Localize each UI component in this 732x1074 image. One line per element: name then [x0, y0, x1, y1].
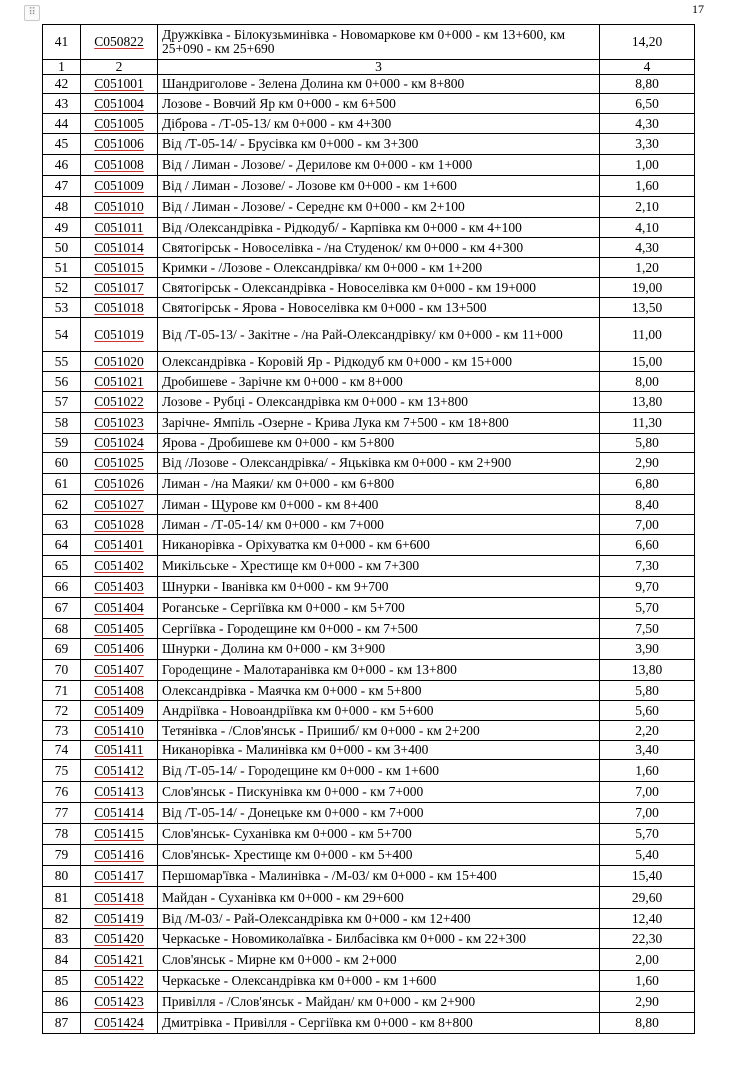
road-length: 22,30: [600, 929, 695, 949]
road-name: Слов'янськ- Хрестище км 0+000 - км 5+400: [158, 845, 600, 866]
road-name: Святогірськ - Новоселівка - /на Студенок/ км 0+000 - км 4+300: [158, 238, 600, 258]
column-number: 2: [81, 60, 158, 75]
road-name: Від /Т-05-13/ - Закітне - /на Рай-Олександрівку/ км 0+000 - км 11+000: [158, 318, 600, 352]
road-length: 1,60: [600, 176, 695, 197]
road-code: С051416: [81, 845, 158, 866]
row-number: 73: [43, 721, 81, 741]
row-number: 60: [43, 453, 81, 474]
road-name: Святогірськ - Олександрівка - Новоселівка км 0+000 - км 19+000: [158, 278, 600, 298]
road-code: С051408: [81, 681, 158, 701]
table-row: [43, 298, 695, 318]
table-row: [43, 197, 695, 218]
road-length: 1,00: [600, 155, 695, 176]
road-name: Від /Т-05-14/ - Городещине км 0+000 - км 1+600: [158, 760, 600, 782]
road-length: 6,60: [600, 535, 695, 556]
road-code: С051009: [81, 176, 158, 197]
row-number: 41: [43, 25, 81, 60]
table-row: [43, 824, 695, 845]
column-number: 4: [600, 60, 695, 75]
road-length: 2,90: [600, 992, 695, 1013]
column-number-row: [43, 60, 695, 75]
road-length: 7,50: [600, 619, 695, 639]
row-number: 85: [43, 971, 81, 992]
road-length: 8,80: [600, 1013, 695, 1034]
road-length: 4,30: [600, 114, 695, 134]
table-row: [43, 75, 695, 94]
road-length: 8,00: [600, 372, 695, 392]
table-row: [43, 434, 695, 453]
road-code: С051024: [81, 434, 158, 453]
road-name: Роганське - Сергіївка км 0+000 - км 5+700: [158, 598, 600, 619]
road-code: С051421: [81, 949, 158, 971]
road-code: С051415: [81, 824, 158, 845]
row-number: 79: [43, 845, 81, 866]
table-row: [43, 782, 695, 803]
table-row: [43, 556, 695, 577]
table-row: [43, 25, 695, 60]
road-length: 5,80: [600, 434, 695, 453]
road-code: С051008: [81, 155, 158, 176]
table-move-handle[interactable]: [24, 5, 40, 21]
row-number: 44: [43, 114, 81, 134]
row-number: 76: [43, 782, 81, 803]
road-name: Першомар'ївка - Малинівка - /М-03/ км 0+000 - км 15+400: [158, 866, 600, 887]
road-code: С051026: [81, 474, 158, 495]
road-name: Від / Лиман - Лозове/ - Лозове км 0+000 - км 1+600: [158, 176, 600, 197]
road-name: Кримки - /Лозове - Олександрівка/ км 0+000 - км 1+200: [158, 258, 600, 278]
column-number: 1: [43, 60, 81, 75]
road-name: Від /Т-05-14/ - Брусівка км 0+000 - км 3+300: [158, 134, 600, 155]
road-code: С051014: [81, 238, 158, 258]
table-row: [43, 278, 695, 298]
road-name: Від / Лиман - Лозове/ - Дерилове км 0+000 - км 1+000: [158, 155, 600, 176]
row-number: 70: [43, 660, 81, 681]
road-name: Олександрівка - Коровій Яр - Рідкодуб км 0+000 - км 15+000: [158, 352, 600, 372]
road-name: Никанорівка - Оріхуватка км 0+000 - км 6+600: [158, 535, 600, 556]
table-row: [43, 352, 695, 372]
road-length: 3,30: [600, 134, 695, 155]
road-name: Сергіївка - Городещине км 0+000 - км 7+500: [158, 619, 600, 639]
move-handle-icon: ⠿: [28, 7, 36, 18]
row-number: 87: [43, 1013, 81, 1034]
road-length: 5,80: [600, 681, 695, 701]
road-length: 11,30: [600, 413, 695, 434]
row-number: 72: [43, 701, 81, 721]
page-number: 17: [692, 2, 704, 16]
road-length: 9,70: [600, 577, 695, 598]
table-row: [43, 1013, 695, 1034]
table-row: [43, 318, 695, 352]
road-code: С051404: [81, 598, 158, 619]
road-code: С051414: [81, 803, 158, 824]
road-length: 7,30: [600, 556, 695, 577]
road-code: С051021: [81, 372, 158, 392]
road-name: Лозове - Рубці - Олександрівка км 0+000 - км 13+800: [158, 392, 600, 413]
road-code: С051412: [81, 760, 158, 782]
row-number: 63: [43, 515, 81, 535]
row-number: 77: [43, 803, 81, 824]
road-name: Зарічне- Ямпіль -Озерне - Крива Лука км 7+500 - км 18+800: [158, 413, 600, 434]
road-name: Никанорівка - Малинівка км 0+000 - км 3+400: [158, 741, 600, 760]
road-length: 19,00: [600, 278, 695, 298]
road-code: С051004: [81, 94, 158, 114]
row-number: 45: [43, 134, 81, 155]
road-code: С051022: [81, 392, 158, 413]
road-length: 4,10: [600, 218, 695, 238]
row-number: 46: [43, 155, 81, 176]
road-code: С051020: [81, 352, 158, 372]
table-row: [43, 949, 695, 971]
road-code: С051011: [81, 218, 158, 238]
road-name: Тетянівка - /Слов'янськ - Пришиб/ км 0+000 - км 2+200: [158, 721, 600, 741]
road-name: Від /М-03/ - Рай-Олександрівка км 0+000 - км 12+400: [158, 909, 600, 929]
row-number: 64: [43, 535, 81, 556]
row-number: 56: [43, 372, 81, 392]
road-length: 7,00: [600, 803, 695, 824]
table-row: [43, 495, 695, 515]
road-length: 5,70: [600, 598, 695, 619]
row-number: 86: [43, 992, 81, 1013]
road-code: С051411: [81, 741, 158, 760]
road-name: Андріївка - Новоандріївка км 0+000 - км 5+600: [158, 701, 600, 721]
road-code: С051025: [81, 453, 158, 474]
road-name: Дробишеве - Зарічне км 0+000 - км 8+000: [158, 372, 600, 392]
road-length: 13,80: [600, 660, 695, 681]
road-length: 8,40: [600, 495, 695, 515]
table-row: [43, 176, 695, 197]
table-row: [43, 155, 695, 176]
road-code: С051410: [81, 721, 158, 741]
road-name: Слов'янськ - Пискунівка км 0+000 - км 7+000: [158, 782, 600, 803]
road-code: С051417: [81, 866, 158, 887]
road-code: С051403: [81, 577, 158, 598]
table-row: [43, 218, 695, 238]
road-code: С051409: [81, 701, 158, 721]
row-number: 49: [43, 218, 81, 238]
road-name: Від /Т-05-14/ - Донецьке км 0+000 - км 7+000: [158, 803, 600, 824]
row-number: 55: [43, 352, 81, 372]
road-length: 6,80: [600, 474, 695, 495]
road-length: 2,90: [600, 453, 695, 474]
road-code: С051420: [81, 929, 158, 949]
row-number: 43: [43, 94, 81, 114]
road-code: С051413: [81, 782, 158, 803]
road-length: 3,90: [600, 639, 695, 660]
road-length: 5,70: [600, 824, 695, 845]
road-name: Дмитрівка - Привілля - Сергіївка км 0+000 - км 8+800: [158, 1013, 600, 1034]
row-number: 68: [43, 619, 81, 639]
row-number: 82: [43, 909, 81, 929]
row-number: 65: [43, 556, 81, 577]
road-length: 8,80: [600, 75, 695, 94]
row-number: 52: [43, 278, 81, 298]
road-length: 1,60: [600, 971, 695, 992]
row-number: 71: [43, 681, 81, 701]
road-length: 7,00: [600, 515, 695, 535]
road-code: С051015: [81, 258, 158, 278]
table-row: [43, 238, 695, 258]
row-number: 67: [43, 598, 81, 619]
table-row: [43, 741, 695, 760]
road-length: 15,00: [600, 352, 695, 372]
road-code: С051027: [81, 495, 158, 515]
row-number: 66: [43, 577, 81, 598]
road-code: С051028: [81, 515, 158, 535]
road-length: 7,00: [600, 782, 695, 803]
table-row: [43, 866, 695, 887]
row-number: 53: [43, 298, 81, 318]
road-name: Привілля - /Слов'янськ - Майдан/ км 0+000 - км 2+900: [158, 992, 600, 1013]
road-code: С051422: [81, 971, 158, 992]
table-row: [43, 929, 695, 949]
table-row: [43, 992, 695, 1013]
row-number: 62: [43, 495, 81, 515]
road-code: С051424: [81, 1013, 158, 1034]
row-number: 78: [43, 824, 81, 845]
row-number: 84: [43, 949, 81, 971]
table-row: [43, 392, 695, 413]
row-number: 61: [43, 474, 81, 495]
road-name: Ярова - Дробишеве км 0+000 - км 5+800: [158, 434, 600, 453]
road-name: Діброва - /Т-05-13/ км 0+000 - км 4+300: [158, 114, 600, 134]
table-row: [43, 94, 695, 114]
road-length: 5,60: [600, 701, 695, 721]
road-length: 29,60: [600, 887, 695, 909]
row-number: 81: [43, 887, 81, 909]
road-length: 1,60: [600, 760, 695, 782]
road-code: С051423: [81, 992, 158, 1013]
road-length: 4,30: [600, 238, 695, 258]
table-row: [43, 639, 695, 660]
road-length: 2,00: [600, 949, 695, 971]
road-name: Лиман - /на Маяки/ км 0+000 - км 6+800: [158, 474, 600, 495]
road-code: С051017: [81, 278, 158, 298]
table-row: [43, 660, 695, 681]
road-name: Черкаське - Олександрівка км 0+000 - км 1+600: [158, 971, 600, 992]
road-code: С051005: [81, 114, 158, 134]
road-name: Слов'янськ - Мирне км 0+000 - км 2+000: [158, 949, 600, 971]
table-row: [43, 474, 695, 495]
road-code: С051018: [81, 298, 158, 318]
road-length: 15,40: [600, 866, 695, 887]
row-number: 80: [43, 866, 81, 887]
row-number: 50: [43, 238, 81, 258]
road-code: С051405: [81, 619, 158, 639]
table-row: [43, 535, 695, 556]
road-code: С051418: [81, 887, 158, 909]
roads-table: [42, 24, 695, 1034]
road-length: 1,20: [600, 258, 695, 278]
table-row: [43, 681, 695, 701]
table-row: [43, 598, 695, 619]
row-number: 57: [43, 392, 81, 413]
row-number: 59: [43, 434, 81, 453]
table-row: [43, 803, 695, 824]
road-name: Лиман - /Т-05-14/ км 0+000 - км 7+000: [158, 515, 600, 535]
road-name: Шандриголове - Зелена Долина км 0+000 - км 8+800: [158, 75, 600, 94]
row-number: 54: [43, 318, 81, 352]
road-name: Майдан - Суханівка км 0+000 - км 29+600: [158, 887, 600, 909]
road-name: Микільське - Хрестище км 0+000 - км 7+300: [158, 556, 600, 577]
road-length: 6,50: [600, 94, 695, 114]
row-number: 74: [43, 741, 81, 760]
row-number: 75: [43, 760, 81, 782]
road-name: Від /Олександрівка - Рідкодуб/ - Карпівка км 0+000 - км 4+100: [158, 218, 600, 238]
road-code: С051023: [81, 413, 158, 434]
road-length: 13,80: [600, 392, 695, 413]
table-row: [43, 721, 695, 741]
row-number: 58: [43, 413, 81, 434]
column-number: 3: [158, 60, 600, 75]
table-row: [43, 577, 695, 598]
row-number: 47: [43, 176, 81, 197]
road-name: Олександрівка - Маячка км 0+000 - км 5+800: [158, 681, 600, 701]
road-name: Слов'янськ- Суханівка км 0+000 - км 5+700: [158, 824, 600, 845]
row-number: 83: [43, 929, 81, 949]
table-row: [43, 887, 695, 909]
road-name: Лиман - Щурове км 0+000 - км 8+400: [158, 495, 600, 515]
table-row: [43, 619, 695, 639]
table-row: [43, 971, 695, 992]
table-row: [43, 515, 695, 535]
table-row: [43, 372, 695, 392]
road-code: С051001: [81, 75, 158, 94]
road-length: 14,20: [600, 25, 695, 60]
road-length: 12,40: [600, 909, 695, 929]
road-code: С051010: [81, 197, 158, 218]
row-number: 42: [43, 75, 81, 94]
road-length: 11,00: [600, 318, 695, 352]
road-code: С051407: [81, 660, 158, 681]
road-name: Городещине - Малотаранівка км 0+000 - км 13+800: [158, 660, 600, 681]
row-number: 48: [43, 197, 81, 218]
road-code: С051006: [81, 134, 158, 155]
road-code: С051401: [81, 535, 158, 556]
table-row: [43, 413, 695, 434]
road-length: 5,40: [600, 845, 695, 866]
road-code: С051406: [81, 639, 158, 660]
road-name: Шнурки - Іванівка км 0+000 - км 9+700: [158, 577, 600, 598]
table-row: [43, 909, 695, 929]
table-row: [43, 114, 695, 134]
table-row: [43, 845, 695, 866]
row-number: 69: [43, 639, 81, 660]
road-length: 13,50: [600, 298, 695, 318]
road-name: Від /Лозове - Олександрівка/ - Яцьківка км 0+000 - км 2+900: [158, 453, 600, 474]
table-row: [43, 134, 695, 155]
road-code: С050822: [81, 25, 158, 60]
road-code: С051419: [81, 909, 158, 929]
road-name: Черкаське - Новомиколаївка - Билбасівка км 0+000 - км 22+300: [158, 929, 600, 949]
table-row: [43, 453, 695, 474]
table-row: [43, 760, 695, 782]
row-number: 51: [43, 258, 81, 278]
table-row: [43, 258, 695, 278]
road-name: Лозове - Вовчий Яр км 0+000 - км 6+500: [158, 94, 600, 114]
road-name: Шнурки - Долина км 0+000 - км 3+900: [158, 639, 600, 660]
road-length: 2,10: [600, 197, 695, 218]
road-name: Від / Лиман - Лозове/ - Середнє км 0+000 - км 2+100: [158, 197, 600, 218]
road-length: 3,40: [600, 741, 695, 760]
road-name: Дружківка - Білокузьминівка - Новомаркове км 0+000 - км 13+600, км 25+090 - км 25+690: [158, 25, 600, 60]
road-length: 2,20: [600, 721, 695, 741]
road-name: Святогірськ - Ярова - Новоселівка км 0+000 - км 13+500: [158, 298, 600, 318]
table-row: [43, 701, 695, 721]
road-code: С051402: [81, 556, 158, 577]
road-code: С051019: [81, 318, 158, 352]
